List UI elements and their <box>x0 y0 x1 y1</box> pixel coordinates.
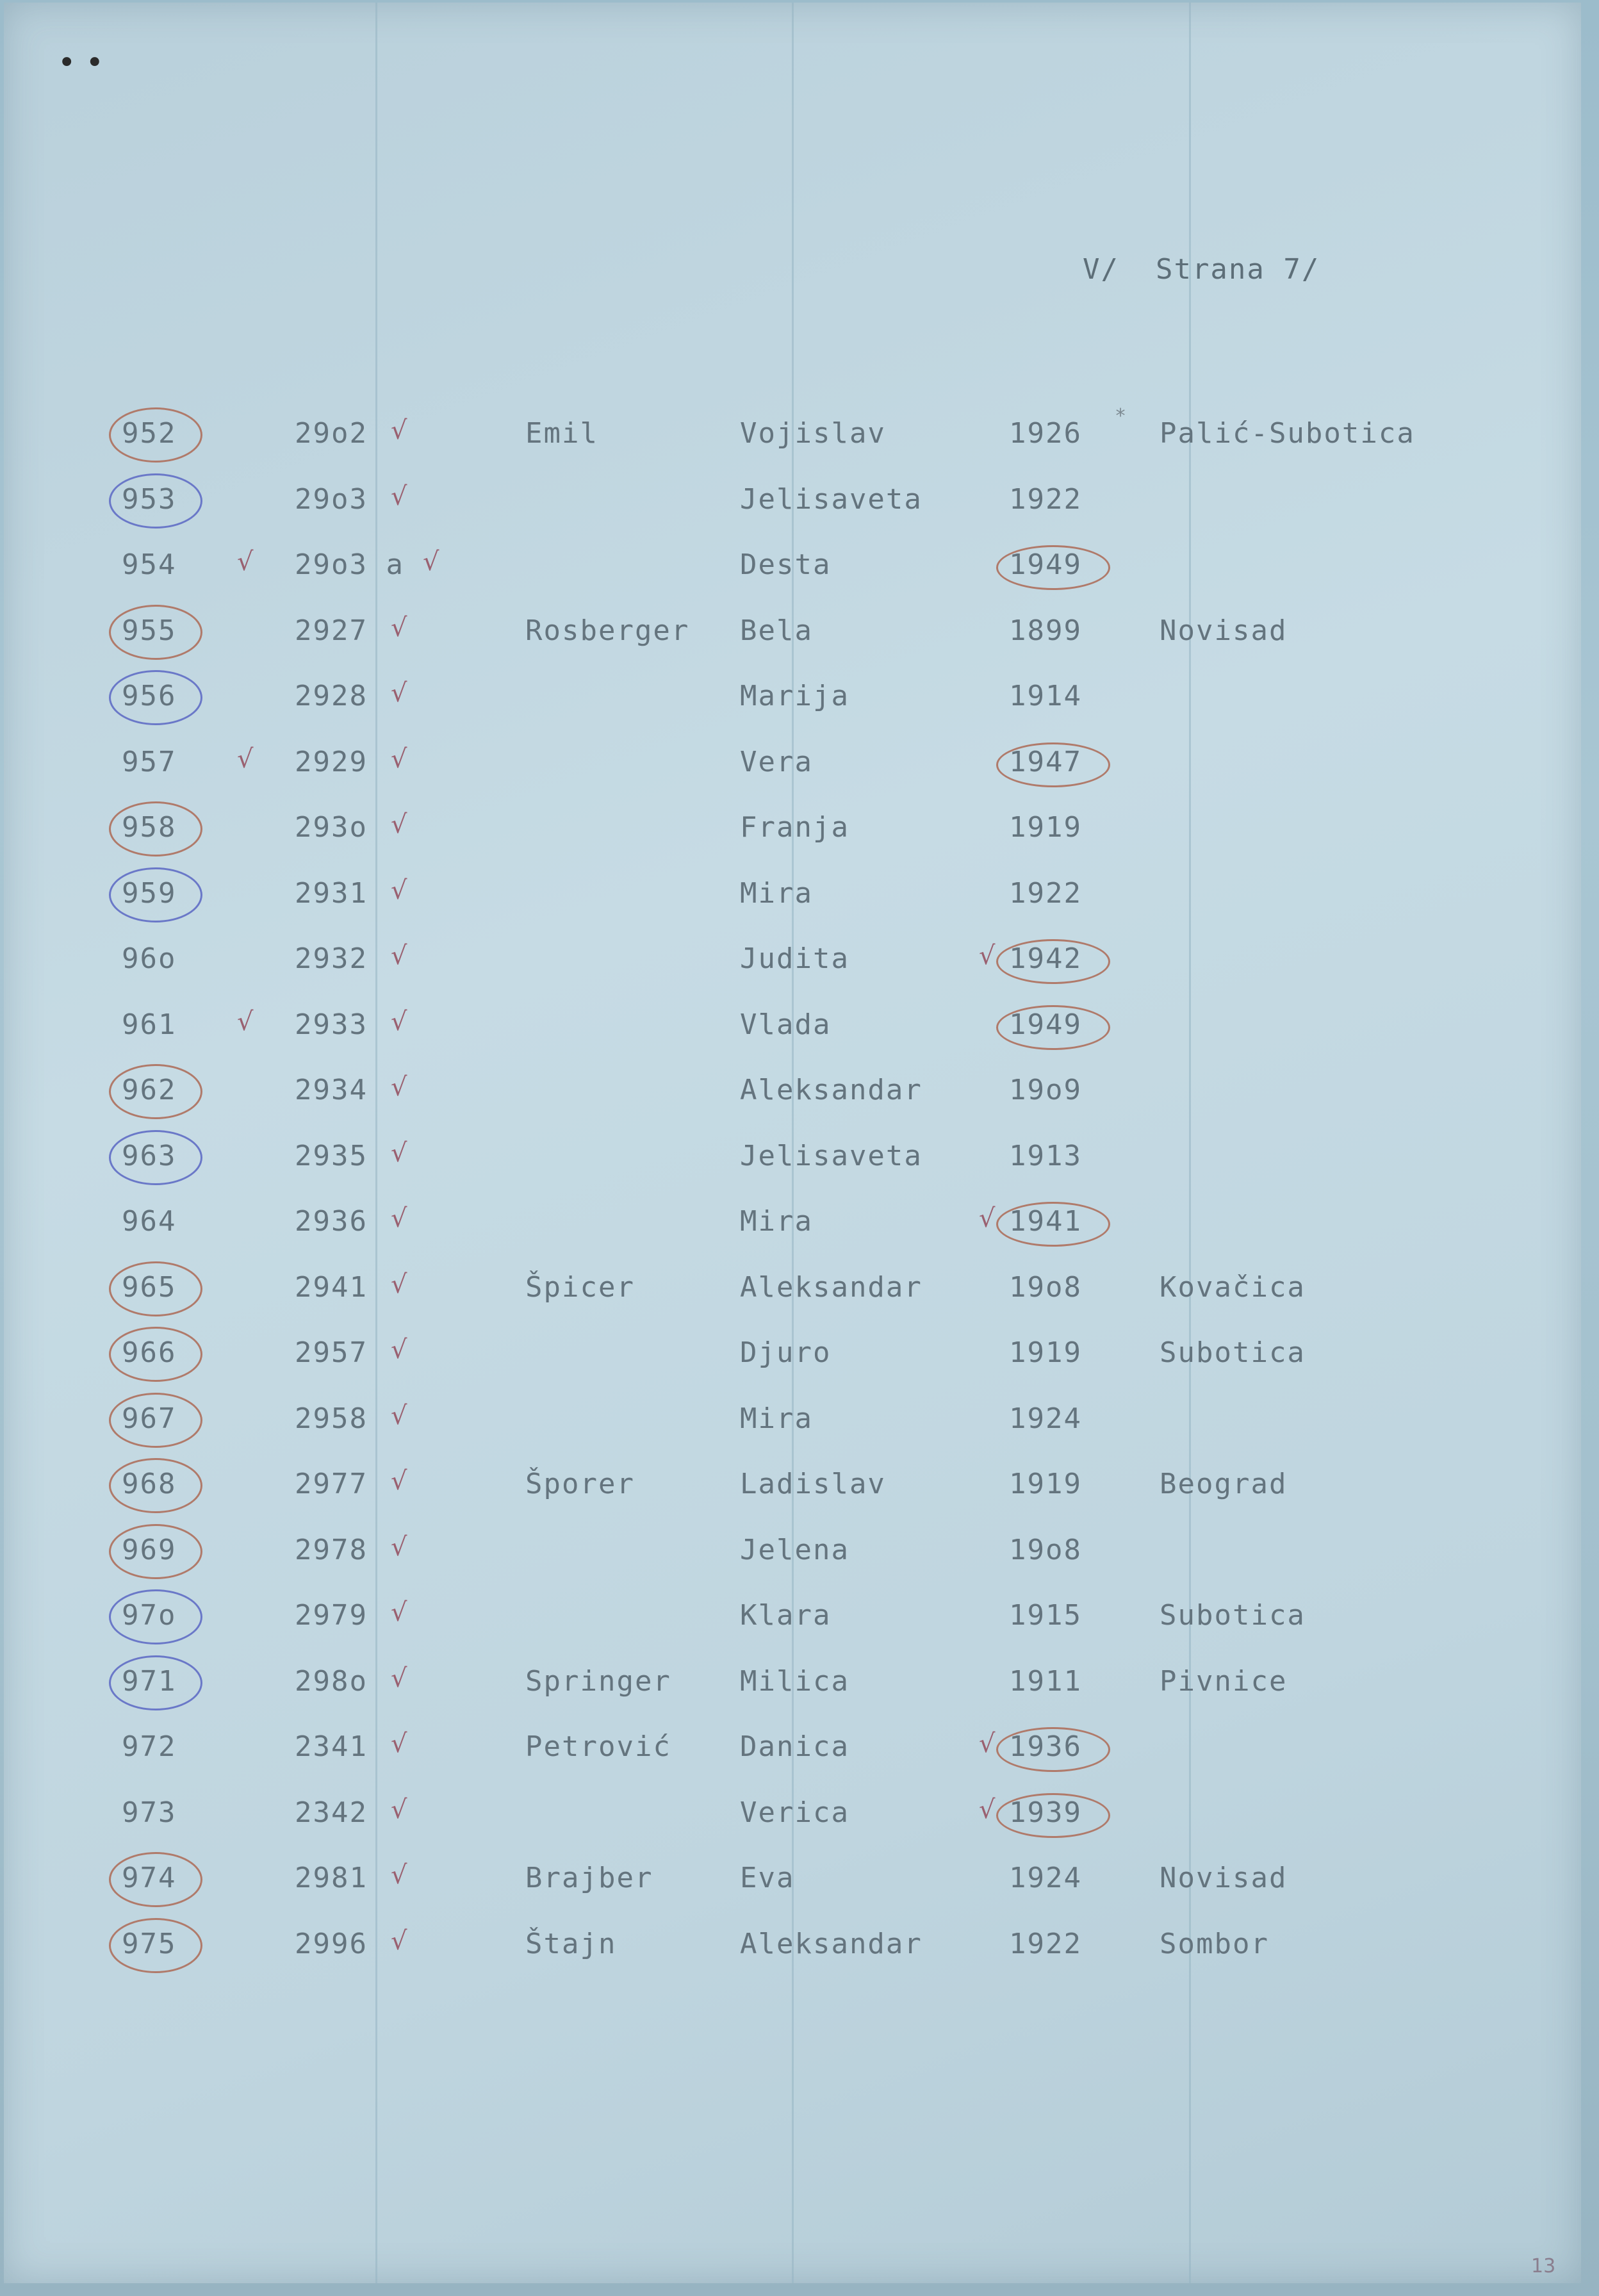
given-name: Vlada <box>740 1008 832 1041</box>
given-name: Klara <box>740 1599 832 1632</box>
check-mark-icon: √ <box>391 1466 407 1496</box>
birth-year: 19o9 <box>1009 1074 1082 1106</box>
given-name: Franja <box>740 811 849 844</box>
table-row <box>0 865 1599 922</box>
check-mark-icon: √ <box>979 1204 996 1233</box>
row-number: 96o <box>122 942 177 975</box>
row-number: 954 <box>122 548 177 581</box>
registry-number: 2978 <box>295 1533 368 1566</box>
row-number: 957 <box>122 745 177 778</box>
corner-mark: • • <box>58 45 104 81</box>
registry-number: 2996 <box>295 1927 368 1960</box>
check-mark-icon: √ <box>391 1794 407 1824</box>
birth-year: 1922 <box>1009 876 1082 910</box>
table-row <box>0 734 1599 791</box>
registry-number: 2979 <box>295 1599 368 1632</box>
check-mark-icon: √ <box>391 1072 407 1102</box>
birth-year: 1914 <box>1009 680 1082 712</box>
given-name: Ladislav <box>740 1468 886 1500</box>
surname: Springer <box>525 1664 671 1698</box>
registry-number: 2928 <box>295 680 368 712</box>
row-number: 956 <box>122 680 177 712</box>
row-number: 959 <box>122 876 177 910</box>
birth-place: Subotica <box>1160 1599 1306 1632</box>
registry-number: 2981 <box>295 1862 368 1894</box>
row-number: 963 <box>122 1139 177 1172</box>
check-mark-icon: √ <box>391 1926 407 1956</box>
check-mark-icon: √ <box>391 1138 407 1168</box>
given-name: Marija <box>740 680 849 712</box>
page-number-mark: 13 <box>1531 2255 1556 2277</box>
birth-year: 1924 <box>1009 1862 1082 1894</box>
birth-place: Beograd <box>1160 1468 1288 1500</box>
surname: Špicer <box>525 1270 635 1304</box>
registry-number: 2342 <box>295 1796 368 1829</box>
registry-number: 2927 <box>295 614 368 647</box>
table-row <box>0 1849 1599 1907</box>
registry-number: 29o3 a <box>295 548 404 581</box>
page-header: V/ Strana 7/ <box>1083 253 1320 286</box>
table-row <box>0 1390 1599 1448</box>
table-row <box>0 405 1599 463</box>
row-number: 974 <box>122 1862 177 1894</box>
table-row <box>0 1259 1599 1316</box>
row-number: 973 <box>122 1796 177 1829</box>
given-name: Djuro <box>740 1336 832 1369</box>
row-number: 965 <box>122 1270 177 1304</box>
check-mark-icon: √ <box>391 1006 407 1037</box>
registry-number: 2941 <box>295 1270 368 1304</box>
check-mark-icon: √ <box>391 1204 407 1233</box>
check-mark-icon: √ <box>979 941 996 971</box>
birth-year: 19o8 <box>1009 1270 1082 1304</box>
given-name: Jelisaveta <box>740 482 922 516</box>
birth-year: 1919 <box>1009 1336 1082 1369</box>
table-row <box>0 1521 1599 1579</box>
check-mark-icon: √ <box>391 1400 407 1431</box>
birth-year: 1947 <box>1009 745 1082 778</box>
table-row <box>0 602 1599 660</box>
birth-year: 1942 <box>1009 942 1082 975</box>
birth-year: 1922 <box>1009 482 1082 516</box>
given-name: Aleksandar <box>740 1927 922 1960</box>
surname: Brajber <box>525 1862 653 1894</box>
given-name: Vojislav <box>740 417 886 450</box>
check-mark-icon: √ <box>391 612 407 643</box>
check-mark-icon: √ <box>979 1794 996 1824</box>
table-row <box>0 1718 1599 1776</box>
row-number: 967 <box>122 1402 177 1435</box>
check-mark-icon: √ <box>391 481 407 511</box>
surname: Šporer <box>525 1468 635 1500</box>
given-name: Mira <box>740 1402 813 1435</box>
birth-year: 1949 <box>1009 548 1082 581</box>
given-name: Bela <box>740 614 813 647</box>
check-mark-icon: √ <box>391 810 407 839</box>
check-mark-icon: √ <box>391 1598 407 1627</box>
row-number: 958 <box>122 811 177 844</box>
birth-place: Pivnice <box>1160 1664 1288 1698</box>
registry-number: 2958 <box>295 1402 368 1435</box>
registry-number: 2977 <box>295 1468 368 1500</box>
birth-place: Sombor <box>1160 1927 1269 1960</box>
table-row <box>0 1062 1599 1119</box>
check-mark-icon: √ <box>391 1269 407 1299</box>
surname: Petrović <box>525 1730 671 1763</box>
table-row <box>0 1193 1599 1250</box>
row-number: 968 <box>122 1468 177 1500</box>
registry-number: 2932 <box>295 942 368 975</box>
table-row <box>0 799 1599 857</box>
birth-place: Novisad <box>1160 1862 1288 1894</box>
row-number: 952 <box>122 417 177 450</box>
check-mark-icon: √ <box>391 744 407 774</box>
surname: Emil <box>525 417 598 450</box>
birth-year: 1915 <box>1009 1599 1082 1632</box>
birth-year: 1911 <box>1009 1664 1082 1698</box>
check-mark-icon: √ <box>237 1006 254 1037</box>
table-row <box>0 1324 1599 1382</box>
given-name: Mira <box>740 1205 813 1238</box>
birth-year: 1936 <box>1009 1730 1082 1763</box>
birth-place: Subotica <box>1160 1336 1306 1369</box>
given-name: Verica <box>740 1796 849 1829</box>
registry-number: 298o <box>295 1664 368 1698</box>
birth-year: 19o8 <box>1009 1533 1082 1566</box>
row-number: 961 <box>122 1008 177 1041</box>
table-row <box>0 1653 1599 1710</box>
given-name: Jelisaveta <box>740 1139 922 1172</box>
asterisk-mark: * <box>1115 405 1127 427</box>
check-mark-icon: √ <box>979 1729 996 1759</box>
birth-year: 1919 <box>1009 811 1082 844</box>
birth-year: 1913 <box>1009 1139 1082 1172</box>
table-row <box>0 668 1599 725</box>
given-name: Vera <box>740 745 813 778</box>
table-row <box>0 1456 1599 1513</box>
check-mark-icon: √ <box>391 678 407 708</box>
surname: Rosberger <box>525 614 690 647</box>
birth-year: 1949 <box>1009 1008 1082 1041</box>
given-name: Danica <box>740 1730 849 1763</box>
row-number: 971 <box>122 1664 177 1698</box>
check-mark-icon: √ <box>391 1860 407 1890</box>
table-row <box>0 930 1599 988</box>
surname: Štajn <box>525 1927 617 1960</box>
table-row <box>0 1587 1599 1644</box>
registry-number: 2934 <box>295 1074 368 1106</box>
birth-place: Novisad <box>1160 614 1288 647</box>
given-name: Desta <box>740 548 832 581</box>
check-mark-icon: √ <box>237 744 254 774</box>
check-mark-icon: √ <box>391 1663 407 1693</box>
given-name: Eva <box>740 1862 795 1894</box>
row-number: 953 <box>122 482 177 516</box>
birth-year: 1939 <box>1009 1796 1082 1829</box>
birth-year: 1919 <box>1009 1468 1082 1500</box>
given-name: Judita <box>740 942 849 975</box>
row-number: 966 <box>122 1336 177 1369</box>
row-number: 969 <box>122 1533 177 1566</box>
table-row <box>0 1915 1599 1973</box>
birth-year: 1941 <box>1009 1205 1082 1238</box>
row-number: 962 <box>122 1074 177 1106</box>
registry-number: 2931 <box>295 876 368 910</box>
given-name: Mira <box>740 876 813 910</box>
row-number: 955 <box>122 614 177 647</box>
registry-number: 2957 <box>295 1336 368 1369</box>
row-number: 964 <box>122 1205 177 1238</box>
given-name: Milica <box>740 1664 849 1698</box>
registry-number: 2929 <box>295 745 368 778</box>
table-row <box>0 996 1599 1054</box>
registry-number: 293o <box>295 811 368 844</box>
check-mark-icon: √ <box>391 416 407 445</box>
row-number: 97o <box>122 1599 177 1632</box>
given-name: Aleksandar <box>740 1074 922 1106</box>
check-mark-icon: √ <box>391 1532 407 1562</box>
registry-number: 29o3 <box>295 482 368 516</box>
registry-number: 2935 <box>295 1139 368 1172</box>
registry-number: 2341 <box>295 1730 368 1763</box>
table-row <box>0 471 1599 529</box>
birth-year: 1922 <box>1009 1927 1082 1960</box>
registry-number: 2933 <box>295 1008 368 1041</box>
birth-place: Kovačica <box>1160 1270 1306 1304</box>
table-row <box>0 1128 1599 1185</box>
table-row <box>0 536 1599 594</box>
check-mark-icon: √ <box>391 941 407 971</box>
registry-number: 2936 <box>295 1205 368 1238</box>
check-mark-icon: √ <box>391 1729 407 1759</box>
given-name: Jelena <box>740 1533 849 1566</box>
birth-year: 1899 <box>1009 614 1082 647</box>
check-mark-icon: √ <box>237 547 254 577</box>
given-name: Aleksandar <box>740 1270 922 1304</box>
table-row <box>0 1784 1599 1842</box>
check-mark-icon: √ <box>423 547 439 577</box>
check-mark-icon: √ <box>391 875 407 905</box>
registry-number: 29o2 <box>295 417 368 450</box>
row-number: 975 <box>122 1927 177 1960</box>
birth-place: Palić-Subotica <box>1160 417 1415 450</box>
check-mark-icon: √ <box>391 1335 407 1365</box>
birth-year: 1924 <box>1009 1402 1082 1435</box>
birth-year: 1926 <box>1009 417 1082 450</box>
row-number: 972 <box>122 1730 177 1763</box>
